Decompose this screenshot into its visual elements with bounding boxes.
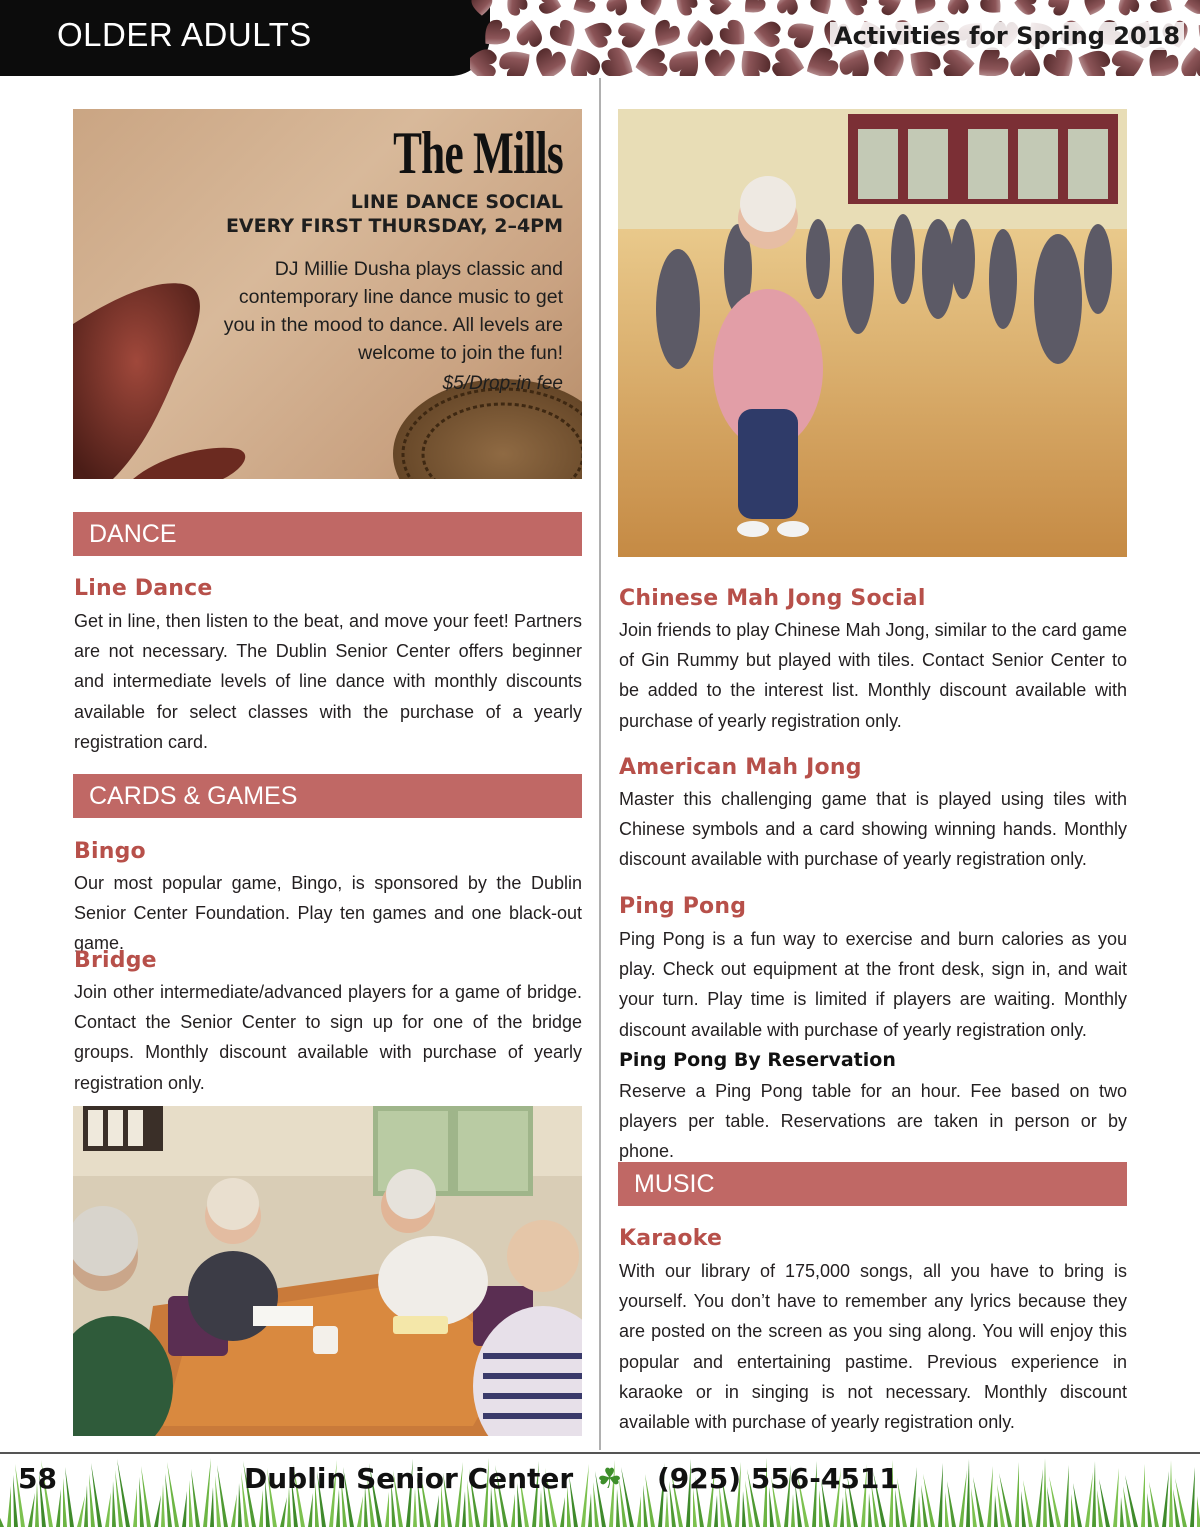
activities-label: Activities for Spring 2018 [830, 22, 1184, 50]
section-title: OLDER ADULTS [57, 16, 312, 53]
bridge-heading: Bridge [74, 948, 157, 973]
footer-phone: (925) 556-4511 [657, 1462, 899, 1495]
card-players-photo [73, 1106, 582, 1436]
page-number: 58 [18, 1462, 57, 1495]
promo-schedule: EVERY FIRST THURSDAY, 2–4PM [225, 215, 563, 237]
ping-pong-heading: Ping Pong [619, 894, 747, 919]
footer-center-name: Dublin Senior Center [244, 1462, 574, 1495]
ping-pong-reservation-heading: Ping Pong By Reservation [619, 1049, 896, 1071]
chinese-mahjong-body: Join friends to play Chinese Mah Jong, similar to the card game of Gin Rummy but played with tiles. Contact Senior Center to be added to the interest list. Monthly discount available with purchase of yearly registration only. [619, 620, 1127, 731]
chinese-mahjong-heading: Chinese Mah Jong Social [619, 586, 926, 611]
line-dance-promo [73, 109, 582, 479]
ping-pong-body: Ping Pong is a fun way to exercise and burn calories as you play. Check out equipment at the front desk, sign in, and wait your turn. Play time is limited if players are waiting. Monthly discount available with purchase of yearly registration only. [619, 929, 1127, 1040]
ping-pong-reservation-body: Reserve a Ping Pong table for an hour. Fee based on two players per table. Reservations are taken in person or by phone. [619, 1081, 1127, 1162]
promo-title: The Mills [393, 120, 563, 186]
column-divider [599, 78, 601, 1450]
bingo-heading: Bingo [74, 839, 146, 864]
line-dance-heading: Line Dance [74, 576, 213, 601]
line-dance-body: Get in line, then listen to the beat, and move your feet! Partners are not necessary. The Dublin Senior Center offers beginner and intermediate levels of line dance with monthly discounts available for select classes with the purchase of a yearly registration card. [74, 611, 582, 752]
karaoke-body: With our library of 175,000 songs, all you have to bring is yourself. You don’t have to remember any lyrics because they are posted on the screen as you sing along. You will enjoy this popular and entertaining pastime. Previous experience in karaoke or in singing is not necessary. Monthly discount available with purchase of yearly registration only. [619, 1261, 1127, 1433]
promo-description: DJ Millie Dusha plays classic and contemporary line dance music to get you in the mood to dance. All levels are welcome to join the fun! [223, 258, 563, 364]
bridge-body: Join other intermediate/advanced players for a game of bridge. Contact the Senior Center to sign up for one of the bridge groups. Monthly discount available with purchase of yearly registration only. [74, 982, 582, 1093]
promo-subtitle: LINE DANCE SOCIAL [350, 191, 563, 213]
karaoke-heading: Karaoke [619, 1226, 723, 1251]
music-section-bar: MUSIC [618, 1162, 1127, 1206]
dance-section-bar: DANCE [73, 512, 582, 556]
american-mahjong-body: Master this challenging game that is played using tiles with Chinese symbols and a card showing winning hands. Monthly discount available with purchase of yearly registration only. [619, 789, 1127, 870]
american-mahjong-heading: American Mah Jong [619, 755, 862, 780]
cards-games-section-bar: CARDS & GAMES [73, 774, 582, 818]
bingo-body: Our most popular game, Bingo, is sponsored by the Dublin Senior Center Foundation. Play ten games and one black-out game. [74, 873, 582, 954]
line-dance-photo [618, 109, 1127, 557]
promo-fee: $5/Drop-in fee [442, 373, 563, 394]
shamrock-icon: ☘ [597, 1463, 623, 1494]
